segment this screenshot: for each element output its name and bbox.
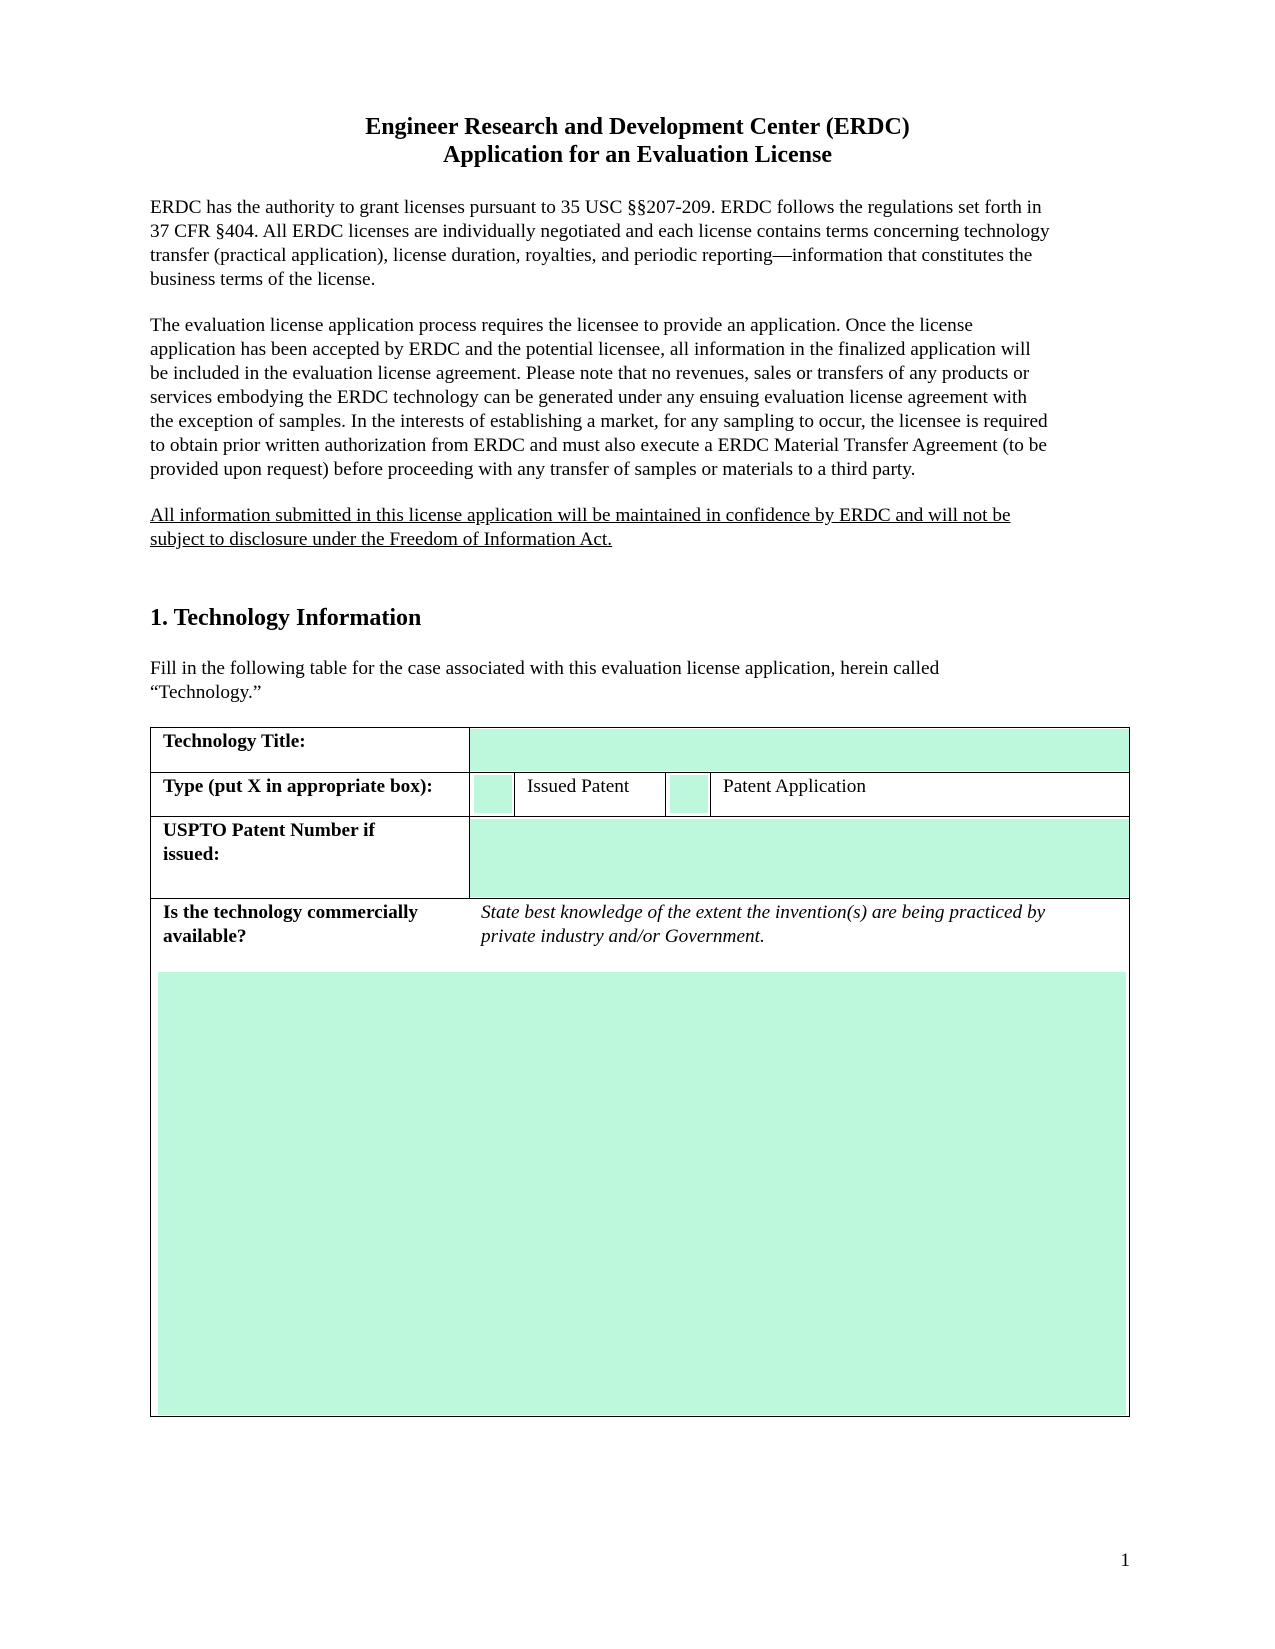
- technology-title-field[interactable]: [470, 729, 1129, 771]
- text-line: State best knowledge of the extent the invention(s) are being practiced by: [481, 902, 1046, 923]
- text-line: to obtain prior written authorization from ERDC and must also execute a ERDC Material Transfer Agreement (to be: [150, 435, 1047, 456]
- text-line: application has been accepted by ERDC and the potential licensee, all information in the finalized application will: [150, 339, 1031, 360]
- text-line: services embodying the ERDC technology can be generated under any ensuing evaluation license agreement with: [150, 387, 1028, 408]
- patent-application-option-label: Patent Application: [723, 776, 866, 797]
- text-line: transfer (practical application), license duration, royalties, and periodic reporting—information that constitutes the: [150, 245, 1033, 266]
- section-instruction: [150, 657, 1130, 705]
- table-divider: [151, 816, 1129, 817]
- text-line: the exception of samples. In the interests of establishing a market, for any sampling to occur, the licensee is required: [150, 411, 1048, 432]
- table-divider: [151, 772, 1129, 773]
- text-line: Fill in the following table for the case associated with this evaluation license application, herein called: [150, 658, 940, 679]
- patent-number-label: [151, 817, 469, 897]
- commercially-available-label: [151, 899, 469, 959]
- text-line: 37 CFR §404. All ERDC licenses are individually negotiated and each license contains terms concerning technology: [150, 221, 1050, 242]
- text-line: private industry and/or Government.: [481, 926, 765, 947]
- section-heading-technology-information: 1. Technology Information: [150, 605, 422, 631]
- confidentiality-notice: [150, 504, 1130, 552]
- text-line: be included in the evaluation license agreement. Please note that no revenues, sales or transfers of any products or: [150, 363, 1030, 384]
- page-number: 1: [1120, 1550, 1130, 1571]
- text-line: available?: [163, 926, 247, 947]
- type-label: Type (put X in appropriate box):: [163, 776, 433, 797]
- table-divider: [514, 772, 515, 817]
- commercially-available-hint: [481, 901, 1121, 956]
- document-title-line1: Engineer Research and Development Center (ERDC): [365, 114, 910, 140]
- text-line: business terms of the license.: [150, 269, 376, 290]
- technology-information-table: [150, 727, 1130, 1417]
- table-divider: [469, 728, 470, 899]
- issued-patent-checkbox[interactable]: [474, 775, 512, 813]
- table-divider: [151, 898, 1129, 899]
- text-line: USPTO Patent Number if: [163, 820, 375, 841]
- commercially-available-field[interactable]: [158, 972, 1126, 1415]
- technology-title-label: Technology Title:: [163, 731, 306, 752]
- text-line: ERDC has the authority to grant licenses pursuant to 35 USC §§207-209. ERDC follows the regulations set forth in: [150, 197, 1042, 218]
- issued-patent-option-label: Issued Patent: [527, 776, 630, 797]
- text-line: issued:: [163, 844, 220, 865]
- text-line: provided upon request) before proceeding with any transfer of samples or materials to a third party.: [150, 459, 916, 480]
- patent-number-field[interactable]: [470, 819, 1129, 897]
- text-line: The evaluation license application process requires the licensee to provide an application. Once the license: [150, 315, 973, 336]
- table-divider: [710, 772, 711, 817]
- intro-paragraph-process: [150, 314, 1130, 482]
- table-divider: [665, 772, 666, 817]
- text-line: subject to disclosure under the Freedom of Information Act.: [150, 529, 613, 550]
- text-line: Is the technology commercially: [163, 902, 419, 923]
- document-title-line2: Application for an Evaluation License: [443, 142, 832, 168]
- text-line: All information submitted in this license application will be maintained in confidence by ERDC and will not be: [150, 505, 1011, 526]
- intro-paragraph-authority: [150, 196, 1130, 292]
- text-line: “Technology.”: [150, 682, 262, 703]
- patent-application-checkbox[interactable]: [670, 775, 708, 813]
